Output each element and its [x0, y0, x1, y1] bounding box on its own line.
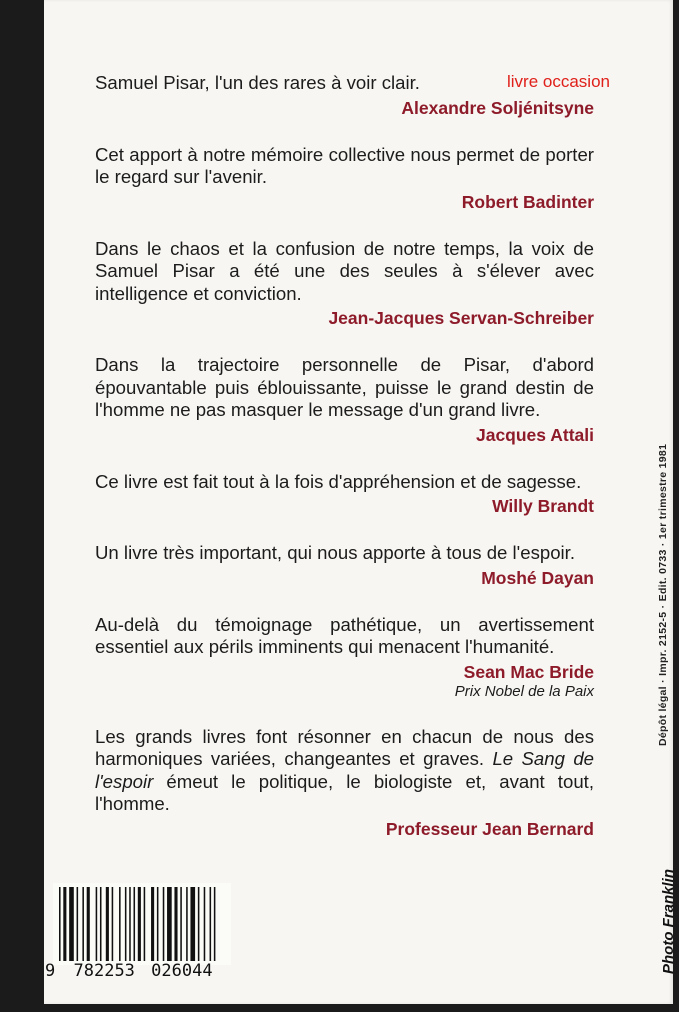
barcode-bar: [167, 887, 172, 961]
quote-block: [95, 144, 594, 213]
author-title: Prix Nobel de la Paix: [454, 682, 594, 700]
barcode-bar: [63, 887, 66, 961]
barcode-bar: [87, 887, 90, 961]
quote-author: Robert Badinter: [461, 191, 594, 212]
barcode-bar: [82, 887, 84, 961]
barcode-bar: [210, 887, 212, 961]
barcode-bar: [96, 887, 98, 961]
book-title: Le Sang de l'espoir: [95, 748, 595, 792]
quote-text-part: émeut le politique, le biologiste et, avant tout, l'homme.: [95, 770, 594, 814]
barcode-bar: [151, 887, 154, 961]
quote-block: [95, 354, 594, 446]
barcode-group-left: 782253: [73, 961, 135, 981]
quote-block: [95, 726, 594, 840]
barcode-bar: [119, 887, 121, 961]
quote-text: Au-delà du témoignage pathétique, un avertissement essentiel aux périls imminents qui menacent l'humanité.: [95, 613, 594, 657]
barcode-bar: [59, 887, 61, 961]
barcode-bar: [125, 887, 127, 961]
barcode-bar: [186, 887, 188, 961]
quote-author: Alexandre Soljénitsyne: [401, 97, 594, 118]
watermark-label: livre occasion: [507, 72, 610, 91]
quote-author: Moshé Dayan: [481, 567, 594, 588]
barcode-bar: [190, 887, 195, 961]
quote-text: Ce livre est fait tout à la fois d'appréhension et de sagesse.: [95, 470, 582, 492]
quote-block: [95, 471, 594, 518]
barcode-bar: [214, 887, 216, 961]
quote-author: Jacques Attali: [475, 424, 594, 445]
barcode-bar: [174, 887, 177, 961]
quote-author: Jean-Jacques Servan-Schreiber: [328, 308, 594, 328]
quote-text: Un livre très important, qui nous apporte à tous de l'espoir.: [95, 542, 576, 563]
barcode-bar: [134, 887, 136, 961]
photo-credit: Photo Franklin: [660, 869, 677, 974]
barcode-bar: [180, 887, 182, 961]
barcode-bar: [138, 887, 141, 961]
barcode-bar: [129, 887, 131, 961]
barcode-first-digit: 9: [45, 961, 56, 981]
quote-text: Dans la trajectoire personnelle de Pisar, d'abord épouvantable puis éblouissante, puisse le grand destin de l'homme ne pas masquer le message d'un grand livre.: [95, 354, 594, 420]
barcode-group-right: 026044: [151, 961, 213, 981]
barcode-bar: [144, 887, 146, 961]
barcode-digits: [45, 961, 245, 981]
barcode-bar: [106, 887, 109, 961]
barcode-bar: [163, 887, 165, 961]
quote-author: Willy Brandt: [492, 496, 594, 516]
barcode-bar: [204, 887, 206, 961]
quote-text: Samuel Pisar, l'un des rares à voir clair.: [95, 72, 420, 93]
quote-author: Sean Mac Bride: [463, 661, 594, 682]
quote-block: [95, 614, 594, 701]
barcode-bar: [198, 887, 200, 961]
quote-text-part: Les grands livres font résonner en chacun de nous des harmoniques variées, changeantes et graves.: [95, 725, 594, 769]
barcode-bar: [100, 887, 102, 961]
barcode-bar: [112, 887, 114, 961]
quote-text: [95, 726, 594, 816]
quote-block: [95, 72, 594, 119]
barcode-bar: [69, 887, 74, 961]
barcode-bar: [157, 887, 159, 961]
quote-block: [95, 542, 594, 589]
quote-text: Dans le chaos et la confusion de notre temps, la voix de Samuel Pisar a été une des seules à s'élever avec intelligence et conviction.: [95, 237, 594, 304]
barcode-bar: [77, 887, 79, 961]
quote-author: Professeur Jean Bernard: [385, 818, 594, 839]
quote-block: [95, 238, 594, 330]
quotes-column: [95, 72, 594, 865]
legal-deposit-line: Dépôt légal · Impr. 2152-5 · Edit. 0733 · 1er trimestre 1981: [657, 443, 669, 746]
quote-text: Cet apport à notre mémoire collective nous permet de porter le regard sur l'avenir.: [95, 143, 594, 187]
isbn-barcode: [53, 883, 231, 965]
